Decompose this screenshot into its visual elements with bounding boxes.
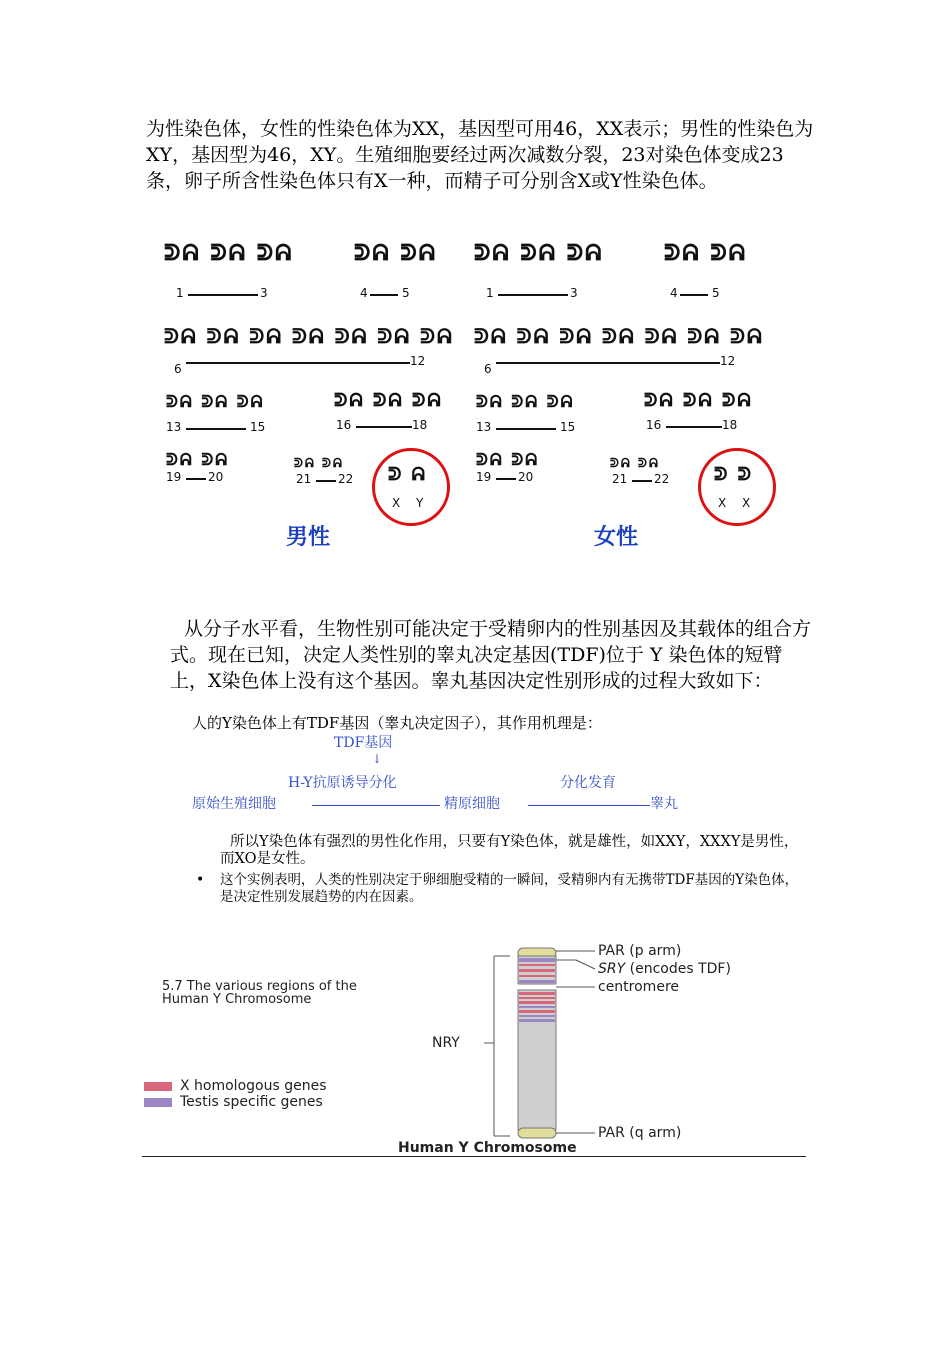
paragraph-sex-chromosomes: 为性染色体，女性的性染色体为XX，基因型可用46，XX表示；男性的性染色为XY，基因型为46，XY。生殖细胞要经过两次减数分裂，23对染色体变成23条，卵子所含性染色体只有X一种，而精子可分别含X或Y性染色体。	[146, 118, 814, 192]
label-par-p: PAR (p arm)	[598, 943, 682, 959]
group-line	[186, 428, 246, 430]
cell-primordial-germ: 原始生殖细胞	[192, 796, 276, 812]
group-number-19: 19	[166, 470, 182, 484]
sex-chromosome-letters: X Y	[392, 496, 430, 510]
group-number-13: 13	[476, 420, 492, 434]
x-homologous-band	[519, 975, 555, 977]
group-number-22: 22	[654, 472, 670, 486]
cell-testis: 睾丸	[650, 796, 678, 812]
x-homologous-band	[519, 1001, 555, 1004]
group-number-1: 1	[176, 286, 184, 300]
group-number-5: 5	[402, 286, 410, 300]
bullet: •	[196, 872, 205, 888]
chromosomes-19-20: ᕲᕱ ᕲᕱ	[166, 450, 230, 469]
step2-label: 分化发育	[560, 775, 616, 791]
group-line	[186, 362, 410, 364]
chromosomes-13-15: ᕲᕱ ᕲᕱ ᕲᕱ	[166, 392, 265, 411]
group-line	[632, 480, 652, 482]
mechanism-note-2: 这个实例表明，人类的性别决定于卵细胞受精的一瞬间，受精卵内有无携带TDF基因的Y染色体，是决定性别发展趋势的内在因素。	[220, 872, 799, 905]
testis-band	[519, 980, 555, 983]
chromosomes-21-22: ᕲᕱ ᕲᕱ	[610, 456, 660, 470]
chromosomes-21-22: ᕲᕱ ᕲᕱ	[294, 456, 344, 470]
karyotype-male	[160, 228, 480, 558]
par-q-region	[518, 1128, 556, 1138]
testis-band	[519, 1006, 555, 1008]
sex-chromosomes: ᕲ ᕲ	[714, 464, 754, 485]
chromosomes-6-12: ᕲᕱ ᕲᕱ ᕲᕱ ᕲᕱ ᕲᕱ ᕲᕱ ᕲᕱ	[164, 324, 454, 348]
label-sry-gene: SRY	[598, 961, 626, 977]
x-homologous-band	[519, 1010, 555, 1013]
group-number-16: 16	[646, 418, 662, 432]
mechanism-intro: 人的Y染色体上有TDF基因（睾丸决定因子），其作用机理是：	[192, 714, 602, 732]
group-number-20: 20	[208, 470, 224, 484]
group-number-18: 18	[412, 418, 428, 432]
group-number-5: 5	[712, 286, 720, 300]
testis-band	[519, 1015, 555, 1017]
group-number-18: 18	[722, 418, 738, 432]
group-line	[188, 294, 258, 296]
group-line	[498, 294, 568, 296]
arrow-line-1	[312, 805, 440, 806]
group-number-12: 12	[410, 354, 426, 368]
label-sry-desc: (encodes TDF)	[625, 961, 731, 977]
chromosomes-4-5: ᕲᕱ ᕲᕱ	[664, 240, 748, 266]
legend-label-testis-specific: Testis specific genes	[180, 1094, 323, 1110]
chromosomes-19-20: ᕲᕱ ᕲᕱ	[476, 450, 540, 469]
legend-swatch-x-homologous	[144, 1082, 172, 1091]
group-line	[496, 428, 556, 430]
group-number-21: 21	[612, 472, 628, 486]
karyotype-label-female: 女性	[594, 525, 639, 550]
group-number-21: 21	[296, 472, 312, 486]
down-arrow: ↓	[372, 752, 383, 766]
group-number-19: 19	[476, 470, 492, 484]
group-number-20: 20	[518, 470, 534, 484]
group-line	[666, 426, 722, 428]
chromosomes-6-12: ᕲᕱ ᕲᕱ ᕲᕱ ᕲᕱ ᕲᕱ ᕲᕱ ᕲᕱ	[474, 324, 764, 348]
group-line	[370, 294, 398, 296]
x-homologous-band	[519, 992, 555, 995]
group-number-12: 12	[720, 354, 736, 368]
paragraph-tdf-gene-text: 从分子水平看，生物性别可能决定于受精卵内的性别基因及其载体的组合方式。现在已知，决定人类性别的睾丸决定基因(TDF)位于 Y 染色体的短臂上，X染色体上没有这个基因。睾丸基因决定性别形成的过程大致如下：	[170, 618, 812, 692]
label-sry	[598, 961, 731, 977]
paragraph-tdf-gene	[170, 616, 820, 694]
sry-pointer-2	[576, 960, 595, 969]
step1-label: H-Y抗原诱导分化	[288, 775, 397, 791]
mechanism-note-1: 所以Y染色体有强烈的男性化作用，只要有Y染色体，就是雄性，如XXY，XXXY是男性，而XO是女性。	[220, 834, 799, 867]
group-line	[680, 294, 708, 296]
figure-title-line-2: Human Y Chromosome	[162, 992, 312, 1007]
group-number-4: 4	[670, 286, 678, 300]
group-number-15: 15	[250, 420, 266, 434]
group-line	[356, 426, 412, 428]
group-number-1: 1	[486, 286, 494, 300]
x-homologous-band	[519, 997, 555, 999]
chromosomes-4-5: ᕲᕱ ᕲᕱ	[354, 240, 438, 266]
x-homologous-band	[519, 969, 555, 972]
group-line	[186, 478, 206, 480]
group-line	[316, 480, 336, 482]
group-line	[496, 478, 516, 480]
chromosomes-16-18: ᕲᕱ ᕲᕱ ᕲᕱ	[334, 390, 443, 411]
label-par-q: PAR (q arm)	[598, 1125, 682, 1141]
figure-title-line-1: 5.7 The various regions of the	[162, 979, 357, 994]
cell-spermatogonia: 精原细胞	[444, 796, 500, 812]
sex-chromosome-circle	[698, 448, 776, 526]
group-line	[496, 362, 720, 364]
chromosomes-13-15: ᕲᕱ ᕲᕱ ᕲᕱ	[476, 392, 575, 411]
sex-chromosome-circle	[372, 448, 450, 526]
figure-caption: Human Y Chromosome	[398, 1140, 577, 1156]
chromosomes-1-3: ᕲᕱ ᕲᕱ ᕲᕱ	[164, 240, 294, 266]
karyotype-label-male: 男性	[286, 525, 331, 550]
figure-bottom-rule	[142, 1156, 806, 1157]
group-number-4: 4	[360, 286, 368, 300]
group-number-6: 6	[484, 362, 492, 376]
sex-chromosome-letters: X X	[718, 496, 757, 510]
legend-label-x-homologous: X homologous genes	[180, 1078, 327, 1094]
group-number-3: 3	[260, 286, 268, 300]
legend-swatch-testis-specific	[144, 1098, 172, 1107]
karyotype-female	[470, 228, 790, 558]
group-number-22: 22	[338, 472, 354, 486]
label-nry: NRY	[432, 1035, 460, 1051]
x-homologous-band	[519, 964, 555, 966]
chromosomes-1-3: ᕲᕱ ᕲᕱ ᕲᕱ	[474, 240, 604, 266]
group-number-6: 6	[174, 362, 182, 376]
tdf-gene-label: TDF基因	[334, 735, 393, 751]
chromosomes-16-18: ᕲᕱ ᕲᕱ ᕲᕱ	[644, 390, 753, 411]
label-centromere: centromere	[598, 979, 679, 995]
testis-band	[519, 958, 555, 962]
group-number-13: 13	[166, 420, 182, 434]
group-number-16: 16	[336, 418, 352, 432]
figure-title	[162, 980, 357, 1006]
testis-band	[519, 1019, 555, 1022]
sex-chromosomes: ᕲ ᕱ	[388, 464, 428, 485]
group-number-3: 3	[570, 286, 578, 300]
group-number-15: 15	[560, 420, 576, 434]
arrow-line-2	[528, 805, 650, 806]
